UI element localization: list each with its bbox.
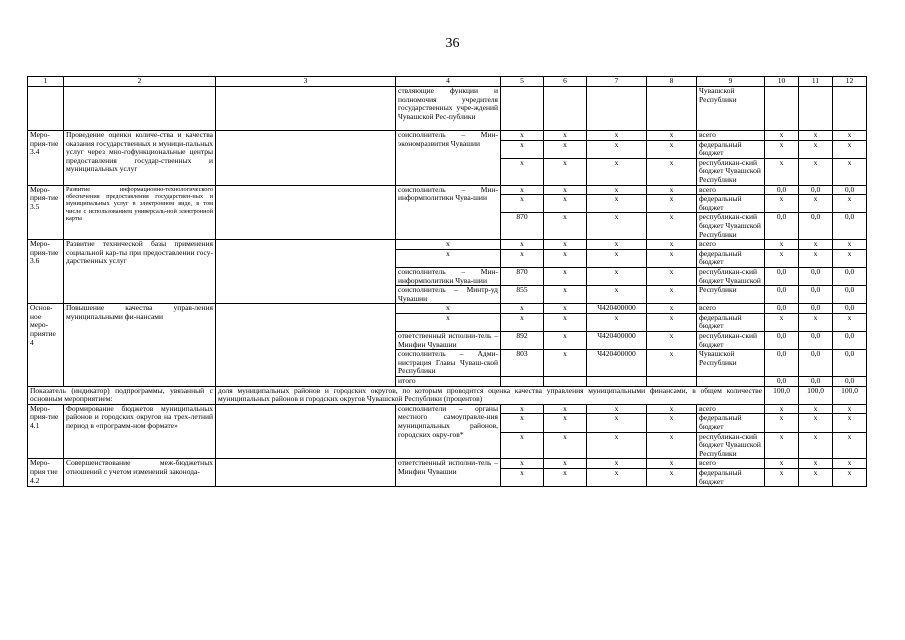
table-row xyxy=(28,185,867,195)
cell-source: республикан-ский бюджет Чувашской Республики xyxy=(697,213,765,240)
cell: 0,0 xyxy=(765,185,799,195)
budget-table xyxy=(27,76,867,487)
cell: x xyxy=(799,468,833,486)
cell: x xyxy=(501,313,544,331)
cell-executor: соисполнитель – Мин-информполитики Чува-шии xyxy=(396,185,501,240)
cell-executor: соисполнитель – Минтр-уд Чувашии xyxy=(396,286,501,304)
cell: 0,0 xyxy=(799,350,833,377)
cell: x xyxy=(501,195,544,213)
cell: 0,0 xyxy=(765,377,799,387)
cell: x xyxy=(833,404,867,414)
cell-executor: x xyxy=(396,304,501,314)
cell: x xyxy=(647,140,697,158)
cell: x xyxy=(587,249,647,267)
cell: 0,0 xyxy=(799,332,833,350)
header-cell: 12 xyxy=(833,77,867,87)
cell: 0,0 xyxy=(833,213,867,240)
cell: x xyxy=(501,249,544,267)
cell: x xyxy=(501,185,544,195)
cell: Ч420400000 xyxy=(587,332,647,350)
table-row xyxy=(28,459,867,469)
cell-source: федеральный бюджет xyxy=(697,140,765,158)
cell: x xyxy=(587,195,647,213)
cell: x xyxy=(501,468,544,486)
cell: 0,0 xyxy=(765,213,799,240)
cell: x xyxy=(587,267,647,285)
cell: x xyxy=(587,414,647,432)
cell: x xyxy=(799,432,833,459)
cell xyxy=(216,87,396,131)
cell: 100,0 xyxy=(799,386,833,404)
cell: x xyxy=(647,304,697,314)
cell xyxy=(833,87,867,131)
cell-source: федеральный бюджет xyxy=(697,195,765,213)
cell: 0,0 xyxy=(833,286,867,304)
cell-measure-name: Развитие информационно-технологического обеспечения предоставления государствен-ных и муниципальных услуг в электронном виде, в том числе с использованием универсаль-ной электронной карты xyxy=(64,185,216,240)
cell: x xyxy=(544,313,587,331)
cell-measure-name: Проведение оценки количе-ства и качества оказания государственных и муници-пальных услуг через мно-гофункциональные центры предоставления государ-ственных и муниципальных услуг xyxy=(64,131,216,186)
cell: x xyxy=(799,240,833,250)
cell: x xyxy=(544,468,587,486)
cell-source: республикан-ский бюджет Чувашской Республики xyxy=(697,158,765,185)
cell-source: всего xyxy=(697,304,765,314)
page-number: 36 xyxy=(445,36,460,51)
header-cell: 3 xyxy=(216,77,396,87)
cell: 0,0 xyxy=(833,377,867,387)
cell: x xyxy=(765,432,799,459)
cell-executor: ответственный исполни-тель – Минфин Чувашии xyxy=(396,459,501,487)
cell: x xyxy=(544,459,587,469)
table-row xyxy=(28,131,867,141)
cell: x xyxy=(544,286,587,304)
cell: 0,0 xyxy=(833,350,867,377)
cell: x xyxy=(587,140,647,158)
cell xyxy=(765,87,799,131)
cell xyxy=(216,404,396,459)
header-cell: 11 xyxy=(799,77,833,87)
cell-measure-id: Меро-прия-тие 3.4 xyxy=(28,131,64,186)
cell-source: республикан-ский бюджет xyxy=(697,332,765,350)
cell: 0,0 xyxy=(765,267,799,285)
cell-source: федеральный бюджет xyxy=(697,313,765,331)
cell: x xyxy=(765,158,799,185)
header-cell: 1 xyxy=(28,77,64,87)
cell: x xyxy=(799,313,833,331)
cell: x xyxy=(544,249,587,267)
indicator-row xyxy=(28,386,867,404)
header-cell: 9 xyxy=(697,77,765,87)
cell xyxy=(799,87,833,131)
cell-source: всего xyxy=(697,404,765,414)
cell: x xyxy=(647,195,697,213)
cell: Ч420400000 xyxy=(587,350,647,377)
cell: x xyxy=(765,414,799,432)
cell: x xyxy=(501,432,544,459)
cell xyxy=(216,185,396,240)
cell: x xyxy=(544,158,587,185)
cell: 0,0 xyxy=(833,267,867,285)
header-cell: 2 xyxy=(64,77,216,87)
cell: x xyxy=(501,158,544,185)
cell: x xyxy=(799,158,833,185)
cell: x xyxy=(833,468,867,486)
cell: x xyxy=(587,432,647,459)
cell-source: республикан-ский бюджет Чувашской xyxy=(697,267,765,285)
cell-executor: x xyxy=(396,249,501,267)
cell xyxy=(64,87,216,131)
cell xyxy=(697,377,765,387)
cell: 0,0 xyxy=(833,332,867,350)
cell-measure-name: Формирование бюджетов муниципальных районов и городских округов на трех-летний период в «программ-ном формате» xyxy=(64,404,216,459)
cell: x xyxy=(833,313,867,331)
cell: x xyxy=(501,240,544,250)
header-cell: 6 xyxy=(544,77,587,87)
cell: x xyxy=(765,140,799,158)
cell-source: Чувашской Республики xyxy=(697,350,765,377)
cell-executor: соисполнители – органы местного самоуправле-ния муниципальных районов, городских окру-гов* xyxy=(396,404,501,459)
cell: x xyxy=(544,432,587,459)
cell: 0,0 xyxy=(765,332,799,350)
cell-measure-id: Меро-прия-тие 4.1 xyxy=(28,404,64,459)
cell: x xyxy=(833,249,867,267)
cell-executor: x xyxy=(396,240,501,250)
cell: x xyxy=(833,158,867,185)
cell-source: всего xyxy=(697,240,765,250)
cell xyxy=(216,131,396,186)
cell: x xyxy=(544,131,587,141)
cell: x xyxy=(587,131,647,141)
cell: x xyxy=(647,313,697,331)
cell xyxy=(587,87,647,131)
cell: x xyxy=(544,404,587,414)
cell: x xyxy=(765,459,799,469)
cell: x xyxy=(544,140,587,158)
cell: x xyxy=(833,459,867,469)
cell: x xyxy=(544,332,587,350)
cell: x xyxy=(587,213,647,240)
cell: x xyxy=(587,459,647,469)
cell: x xyxy=(501,459,544,469)
cell: x xyxy=(544,267,587,285)
cell-source: федеральный бюджет xyxy=(697,468,765,486)
cell: x xyxy=(647,286,697,304)
cell: x xyxy=(544,185,587,195)
cell-measure-id: Меро-прия тие 4.2 xyxy=(28,459,64,487)
indicator-text: доля муниципальных районов и городских округов, по которым проводится оценка качества управления муниципальными финансами, в общем количестве муниципальных районов и городских округов Чувашской Республики (процентов) xyxy=(216,386,765,404)
cell: x xyxy=(833,240,867,250)
cell: x xyxy=(765,240,799,250)
cell xyxy=(28,87,64,131)
cell-source: всего xyxy=(697,459,765,469)
cell-source: республикан-ский бюджет Чувашской Республики xyxy=(697,432,765,459)
cell: x xyxy=(501,304,544,314)
cell xyxy=(587,377,647,387)
cell: x xyxy=(833,140,867,158)
cell: x xyxy=(587,286,647,304)
cell-itogo: итого xyxy=(396,377,501,387)
cell-source: федеральный бюджет xyxy=(697,249,765,267)
table-row xyxy=(28,404,867,414)
cell: x xyxy=(647,459,697,469)
cell-executor: ответственный исполни-тель – Минфин Чувашии xyxy=(396,332,501,350)
cell-measure-id: Меро-прия-тие 3.6 xyxy=(28,240,64,304)
cell: x xyxy=(799,131,833,141)
cell: x xyxy=(587,240,647,250)
cell: x xyxy=(799,459,833,469)
cell: 855 xyxy=(501,286,544,304)
cell xyxy=(647,87,697,131)
cell-executor: соисполнитель – Мин-информполитики Чува-шии xyxy=(396,267,501,285)
cell: 100,0 xyxy=(833,386,867,404)
cell-measure-name: Совершенствование меж-бюджетных отношений с учетом изменений законода- xyxy=(64,459,216,487)
cell: x xyxy=(833,432,867,459)
cell: x xyxy=(647,131,697,141)
cell: x xyxy=(647,468,697,486)
cell: x xyxy=(647,185,697,195)
cell xyxy=(544,377,587,387)
cell: x xyxy=(501,404,544,414)
cell: x xyxy=(799,404,833,414)
header-cell: 8 xyxy=(647,77,697,87)
cell: x xyxy=(833,414,867,432)
cell: x xyxy=(647,332,697,350)
cell: 0,0 xyxy=(799,267,833,285)
cell: x xyxy=(587,468,647,486)
cell-source: федеральный бюджет xyxy=(697,414,765,432)
cell-measure-name: Развитие технической базы применения социальной кар-ты при предоставлении госу-дарственных услуг xyxy=(64,240,216,304)
cell: 100,0 xyxy=(765,386,799,404)
cell: 0,0 xyxy=(799,286,833,304)
cell: Ч420400000 xyxy=(587,304,647,314)
cell-source: всего xyxy=(697,131,765,141)
cell: x xyxy=(501,140,544,158)
header-cell: 5 xyxy=(501,77,544,87)
cell: 0,0 xyxy=(799,213,833,240)
cell: x xyxy=(647,350,697,377)
cell: x xyxy=(544,195,587,213)
cell: x xyxy=(647,249,697,267)
cell: x xyxy=(833,195,867,213)
cell: x xyxy=(647,404,697,414)
cell-measure-id: Основ-ное меро-приятие 4 xyxy=(28,304,64,386)
cell: x xyxy=(501,414,544,432)
cell: x xyxy=(647,240,697,250)
cell: x xyxy=(544,350,587,377)
cell: x xyxy=(765,404,799,414)
cell: 0,0 xyxy=(799,377,833,387)
cell: x xyxy=(544,304,587,314)
cell: 0,0 xyxy=(833,304,867,314)
cell: x xyxy=(587,185,647,195)
cell xyxy=(501,87,544,131)
cell-source: Чувашской Республики xyxy=(697,87,765,131)
cell: 0,0 xyxy=(765,286,799,304)
cell: x xyxy=(765,468,799,486)
header-cell: 4 xyxy=(396,77,501,87)
cell xyxy=(216,304,396,386)
cell-executor: соисполнитель – Мин-экономразвития Чувашии xyxy=(396,131,501,186)
cell: 892 xyxy=(501,332,544,350)
cell-executor: соисполнитель – Адми-нистрация Главы Чуваш-ской Республики xyxy=(396,350,501,377)
cell xyxy=(216,459,396,487)
cell: x xyxy=(765,249,799,267)
cell xyxy=(216,240,396,304)
header-row xyxy=(28,77,867,87)
cell: x xyxy=(647,267,697,285)
cell: 0,0 xyxy=(799,185,833,195)
cell-source: всего xyxy=(697,185,765,195)
cell: x xyxy=(833,131,867,141)
cell: x xyxy=(647,158,697,185)
cell: 870 xyxy=(501,267,544,285)
cell xyxy=(501,377,544,387)
cell: 803 xyxy=(501,350,544,377)
cell: x xyxy=(765,313,799,331)
indicator-label: Показатель (индикатор) подпрограммы, увязанный с основным мероприятием: xyxy=(28,386,216,404)
cell: x xyxy=(587,158,647,185)
cell-measure-id: Меро-прия-тие 3.5 xyxy=(28,185,64,240)
cell: x xyxy=(799,195,833,213)
cell: x xyxy=(799,414,833,432)
table-row xyxy=(28,87,867,131)
cell xyxy=(544,87,587,131)
cell: 0,0 xyxy=(765,304,799,314)
cell: 0,0 xyxy=(833,185,867,195)
cell: x xyxy=(799,140,833,158)
cell: x xyxy=(799,249,833,267)
cell: x xyxy=(647,213,697,240)
cell: x xyxy=(544,240,587,250)
cell: x xyxy=(647,414,697,432)
cell xyxy=(647,377,697,387)
cell: x xyxy=(647,432,697,459)
table-row xyxy=(28,304,867,314)
header-cell: 10 xyxy=(765,77,799,87)
cell: 0,0 xyxy=(799,304,833,314)
cell: x xyxy=(544,414,587,432)
cell: x xyxy=(587,313,647,331)
cell-executor: ствляющие функции и полномочия учредителя государственных учре-ждений Чувашской Рес-публики xyxy=(396,87,501,131)
header-cell: 7 xyxy=(587,77,647,87)
cell: x xyxy=(501,131,544,141)
table-row xyxy=(28,240,867,250)
cell: x xyxy=(544,213,587,240)
cell: x xyxy=(765,195,799,213)
cell: x xyxy=(765,131,799,141)
cell: 870 xyxy=(501,213,544,240)
cell-measure-name: Повышение качества управ-ления муниципальными фи-нансами xyxy=(64,304,216,386)
cell: 0,0 xyxy=(765,350,799,377)
cell: x xyxy=(587,404,647,414)
cell-source: Республики xyxy=(697,286,765,304)
cell-executor: x xyxy=(396,313,501,331)
